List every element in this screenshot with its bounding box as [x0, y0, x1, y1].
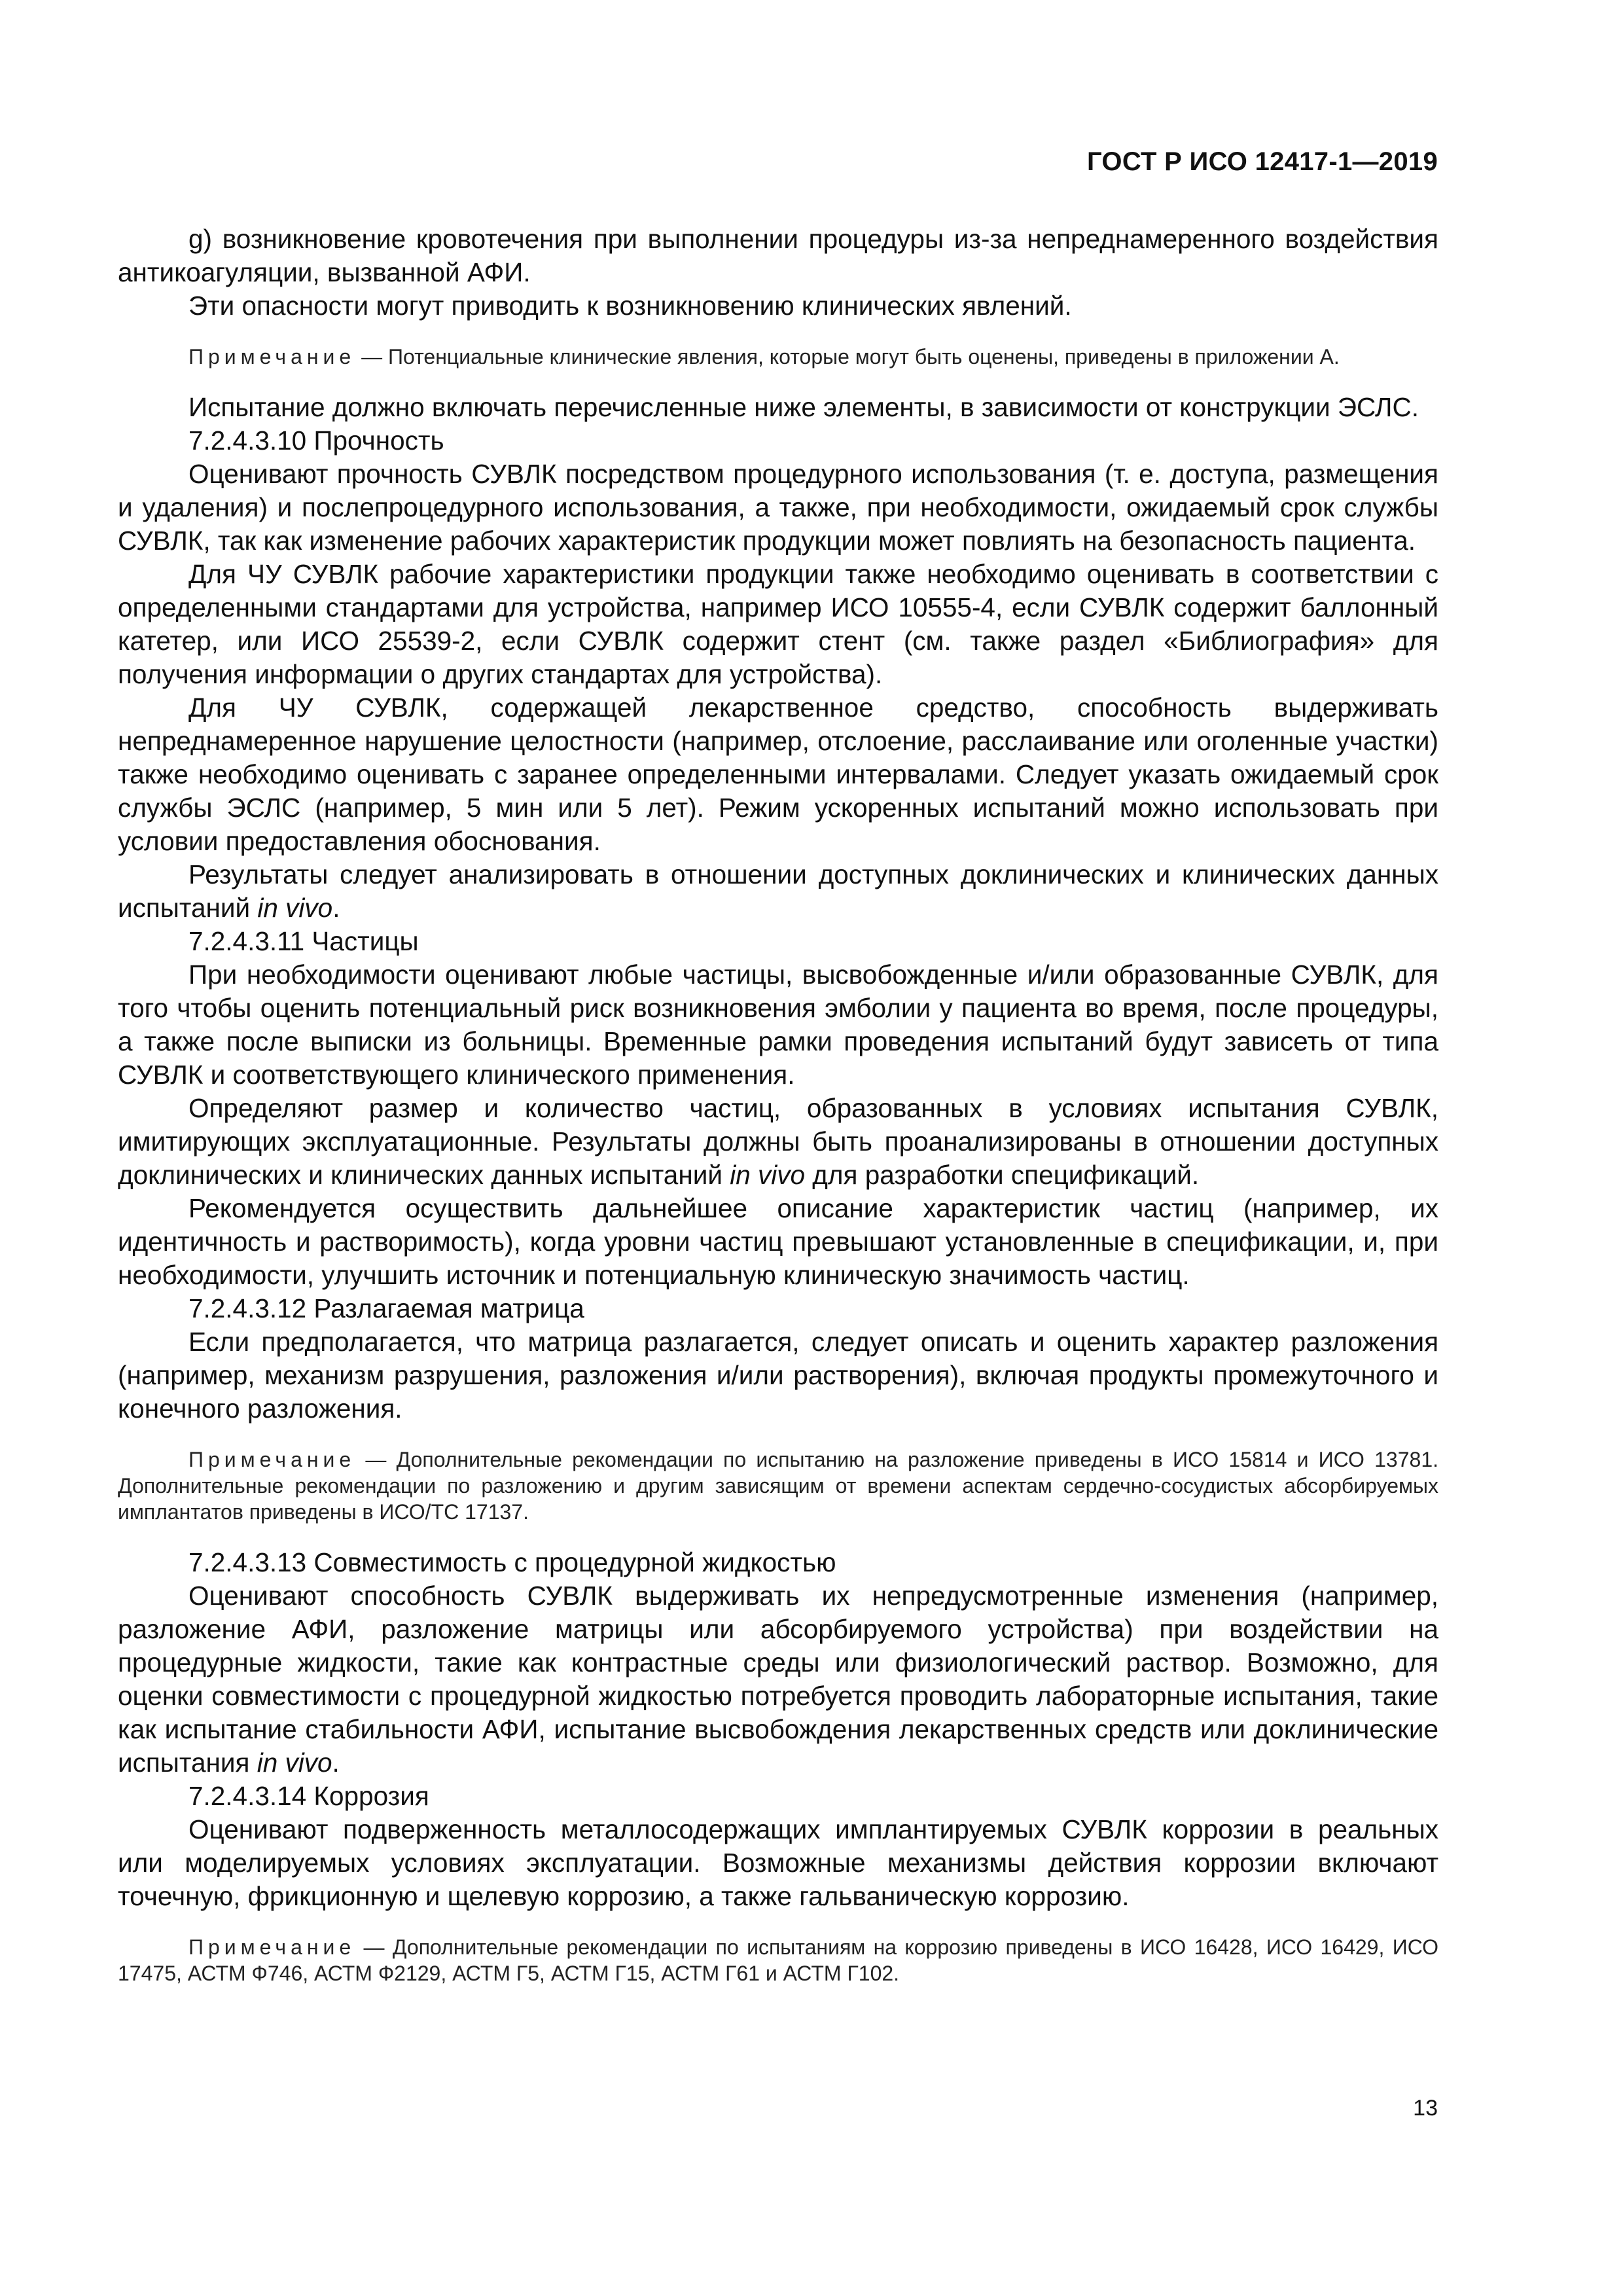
- note-paragraph: [118, 1446, 1438, 1525]
- note-paragraph: [118, 344, 1438, 370]
- text-run: Определяют размер и количество частиц, образованных в условиях испытания СУВЛК, имитирующих эксплуатационные. Результаты должны быть проанализированы в отношении доступных доклинических и клинических данных испытаний: [118, 1093, 1438, 1190]
- section-heading-fluid-compatibility: 7.2.4.3.13 Совместимость с процедурной жидкостью: [188, 1547, 836, 1577]
- text-run: Результаты следует анализировать в отношении доступных доклинических и клинических данных испытаний: [118, 859, 1438, 923]
- section-heading-degradable-matrix: 7.2.4.3.12 Разлагаемая матрица: [188, 1293, 584, 1323]
- paragraph: Если предполагается, что матрица разлагается, следует описать и оценить характер разложения (например, механизм разрушения, разложения и/или растворения), включая продукты промежуточного и конечного разложения.: [118, 1327, 1438, 1424]
- paragraph: Оценивают подверженность металлосодержащих имплантируемых СУВЛК коррозии в реальных или моделируемых условиях эксплуатации. Возможные механизмы действия коррозии включают точечную, фрикционную и щелевую коррозию, а также гальваническую коррозию.: [118, 1814, 1438, 1911]
- paragraph: Для ЧУ СУВЛК рабочие характеристики продукции также необходимо оценивать в соответствии с определенными стандартами для устройства, например ИСО 10555-4, если СУВЛК содержит баллонный катетер, или ИСО 25539-2, если СУВЛК содержит стент (см. также раздел «Библиография» для получения информации о других стандартах для устройства).: [118, 559, 1438, 689]
- note-text: — Потенциальные клинические явления, которые могут быть оценены, приведены в приложении А.: [355, 345, 1340, 368]
- document-code-header: ГОСТ Р ИСО 12417-1—2019: [1086, 147, 1438, 176]
- note-text: — Дополнительные рекомендации по испытанию на разложение приведены в ИСО 15814 и ИСО 13781. Дополнительные рекомендации по разложению и другим зависящим от времени аспектам сердечно-сосудистых абсорбируемых имплантатов приведены в ИСО/ТС 17137.: [118, 1448, 1438, 1524]
- text-run: для разработки спецификаций.: [805, 1160, 1200, 1190]
- paragraph: Оценивают прочность СУВЛК посредством процедурного использования (т. е. доступа, размещения и удаления) и послепроцедурного использования, а также, при необходимости, ожидаемый срок службы СУВЛК, так как изменение рабочих характеристик продукции может повлиять на безопасность пациента.: [118, 459, 1438, 556]
- paragraph: [118, 1579, 1438, 1780]
- paragraph: Рекомендуется осуществить дальнейшее описание характеристик частиц (например, их идентичность и растворимость), когда уровни частиц превышают установленные в спецификации, и, при необходимости, улучшить источник и потенциальную клиническую значимость частиц.: [118, 1193, 1438, 1290]
- document-body: [118, 223, 1438, 2007]
- paragraph-item-g: g) возникновение кровотечения при выполнении процедуры из-за непреднамеренного воздействия антикоагуляции, вызванной АФИ.: [118, 224, 1438, 287]
- paragraph: Эти опасности могут приводить к возникновению клинических явлений.: [188, 291, 1072, 321]
- italic-term: in vivo: [257, 893, 333, 923]
- note-label: Примечание: [188, 1935, 356, 1959]
- note-label: Примечание: [188, 345, 356, 368]
- paragraph: [118, 1092, 1438, 1192]
- page-number: 13: [1413, 2096, 1438, 2121]
- paragraph: При необходимости оценивают любые частицы, высвобожденные и/или образованные СУВЛК, для того чтобы оценить потенциальный риск возникновения эмболии у пациента во время, после процедуры, а также после выписки из больницы. Временные рамки проведения испытаний будут зависеть от типа СУВЛК и соответствующего клинического применения.: [118, 960, 1438, 1090]
- section-heading-corrosion: 7.2.4.3.14 Коррозия: [188, 1781, 429, 1811]
- text-run: .: [332, 893, 340, 923]
- section-heading-particles: 7.2.4.3.11 Частицы: [188, 926, 419, 956]
- paragraph: [118, 858, 1438, 925]
- text-run: .: [332, 1748, 340, 1778]
- note-paragraph: [118, 1934, 1438, 1986]
- text-run: Оценивают способность СУВЛК выдерживать их непредусмотренные изменения (например, разложение АФИ, разложение матрицы или абсорбируемого устройства) при воздействии на процедурные жидкости, такие как контрастные среды или физиологический раствор. Возможно, для оценки совместимости с процедурной жидкостью потребуется проводить лабораторные испытания, такие как испытание стабильности АФИ, испытание высвобождения лекарственных средств или доклинические испытания: [118, 1581, 1438, 1778]
- paragraph: Испытание должно включать перечисленные ниже элементы, в зависимости от конструкции ЭСЛС.: [188, 392, 1419, 422]
- note-text: — Дополнительные рекомендации по испытаниям на коррозию приведены в ИСО 16428, ИСО 16429, ИСО 17475, АСТМ Ф746, АСТМ Ф2129, АСТМ Г5, АСТМ Г15, АСТМ Г61 и АСТМ Г102.: [118, 1935, 1438, 1985]
- note-label: Примечание: [188, 1448, 356, 1471]
- italic-term: in vivo: [257, 1748, 332, 1778]
- italic-term: in vivo: [730, 1160, 805, 1190]
- section-heading-strength: 7.2.4.3.10 Прочность: [188, 425, 444, 456]
- paragraph: Для ЧУ СУВЛК, содержащей лекарственное средство, способность выдерживать непреднамеренное нарушение целостности (например, отслоение, расслаивание или оголенные участки) также необходимо оценивать с заранее определенными интервалами. Следует указать ожидаемый срок службы ЭСЛС (например, 5 мин или 5 лет). Режим ускоренных испытаний можно использовать при условии предоставления обоснования.: [118, 692, 1438, 856]
